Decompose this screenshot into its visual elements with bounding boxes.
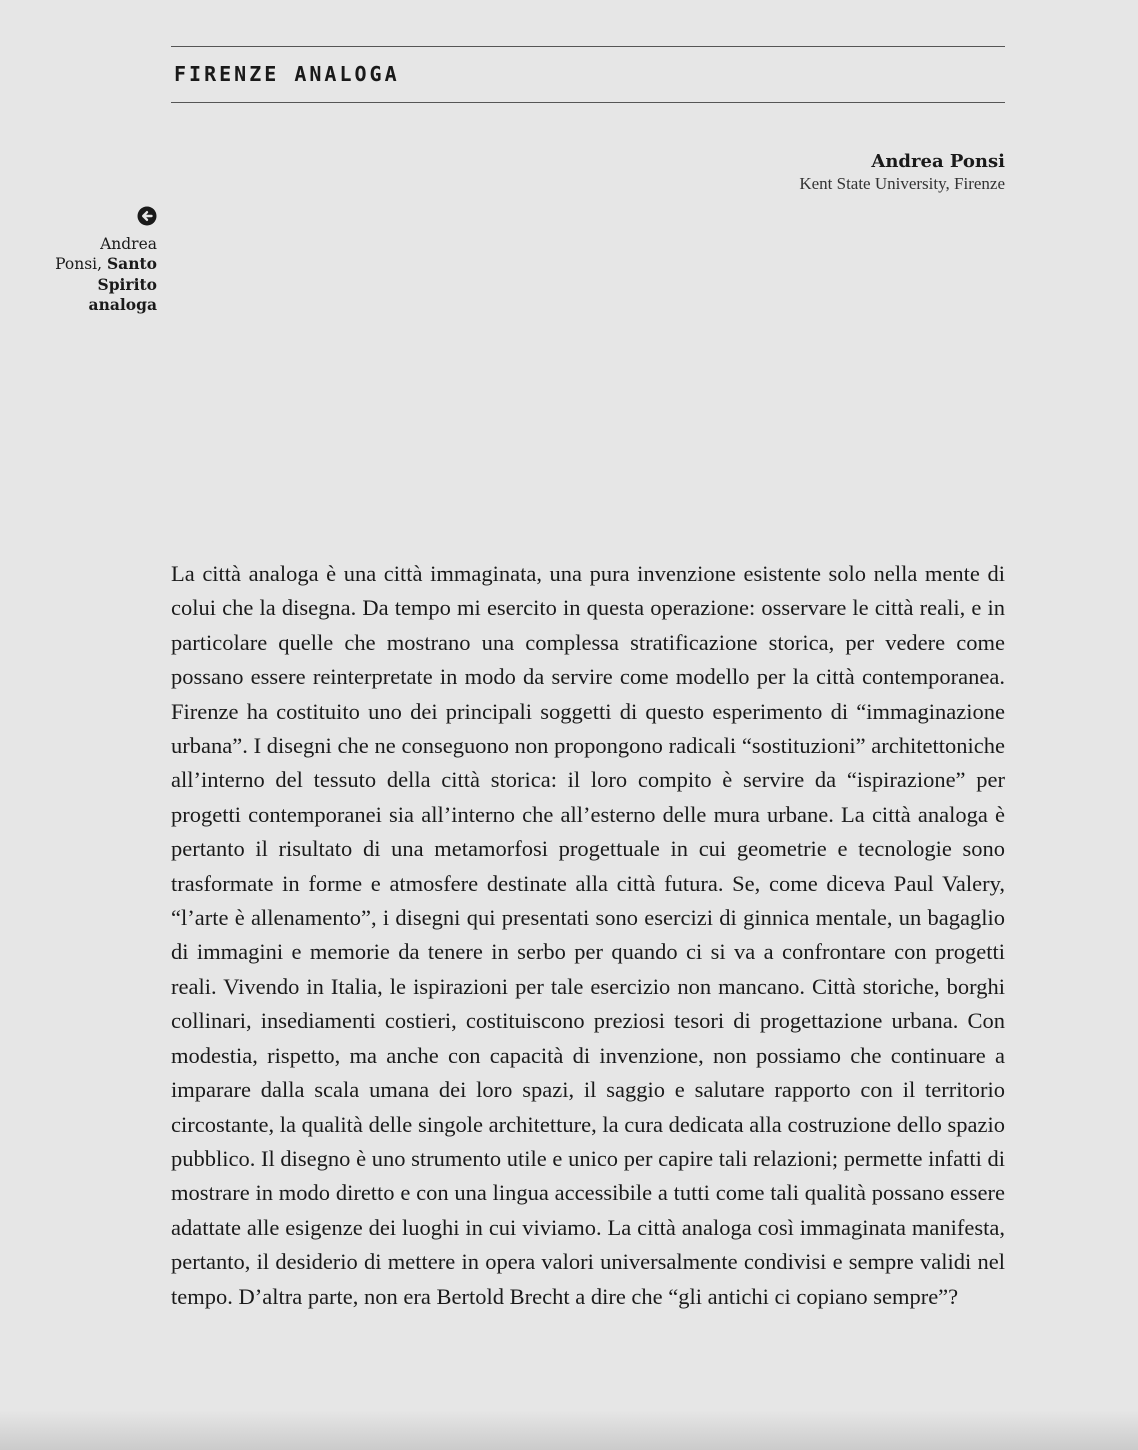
side-author-first: Andrea: [100, 234, 157, 253]
page-header-title: FIRENZE ANALOGA: [174, 62, 400, 86]
header-bottom-rule: [171, 102, 1005, 103]
header-top-rule: [171, 46, 1005, 47]
body-paragraph: La città analoga è una città immaginata, una pura invenzione esistente solo nella mente di colui che la disegna. Da tempo mi esercito in questa operazione: osservare le città reali, e in particolare quelle che mostrano una complessa stratificazione storica, per vedere come possano essere reinterpretate in modo da servire come modello per la città contemporanea. Firenze ha costituito uno dei principali soggetti di questo esperimento di “immaginazione urbana”. I disegni che ne conseguono non propongono radicali “sostituzioni” architettoniche all’interno del tessuto della città storica: il loro compito è servire da “ispirazione” per progetti contemporanei sia all’interno che all’esterno delle mura urbane. La città analoga è pertanto il risultato di una metamorfosi progettuale in cui geometrie e tecnologie sono trasformate in forme e atmosfere destinate alla città futura. Se, come diceva Paul Valery, “l’arte è allenamento”, i disegni qui presentati sono esercizi di ginnica mentale, un bagaglio di immagini e memorie da tenere in serbo per quando ci si va a confrontare con progetti reali. Vivendo in Italia, le ispirazioni per tale esercizio non mancano. Città storiche, borghi collinari, insediamenti costieri, costituiscono preziosi tesori di progettazione urbana. Con modestia, rispetto, ma anche con capacità di invenzione, non possiamo che continuare a imparare dalla scala umana dei loro spazi, il saggio e salutare rapporto con il territorio circostante, la qualità delle singole architetture, la cura dedicata alla costruzione dello spazio pubblico. Il disegno è uno strumento utile e unico per capire tali relazioni; permette infatti di mostrare in modo diretto e con una lingua accessibile a tutti come tali qualità possano essere adattate alle esigenze dei luoghi in cui viviamo. La città analoga così immaginata manifesta, pertanto, il desiderio di mettere in opera valori universalmente condivisi e sempre validi nel tempo. D’altra parte, non era Bertold Brecht a dire che “gli antichi ci copiano sempre”?: [171, 561, 1005, 1309]
side-work-title-1: Santo: [106, 254, 157, 273]
side-reference-text[interactable]: [47, 234, 157, 316]
author-affiliation: Kent State University, Firenze: [799, 174, 1005, 193]
side-work-title-3: analoga: [88, 295, 157, 314]
arrow-left-circle-icon[interactable]: [137, 206, 157, 226]
author-name: Andrea Ponsi: [871, 151, 1005, 172]
side-work-title-2: Spirito: [97, 274, 157, 294]
page-bottom-shade: [0, 1410, 1138, 1450]
side-reference-link[interactable]: [47, 206, 157, 316]
side-author-last: Ponsi,: [55, 255, 103, 273]
author-block: [799, 150, 1005, 194]
